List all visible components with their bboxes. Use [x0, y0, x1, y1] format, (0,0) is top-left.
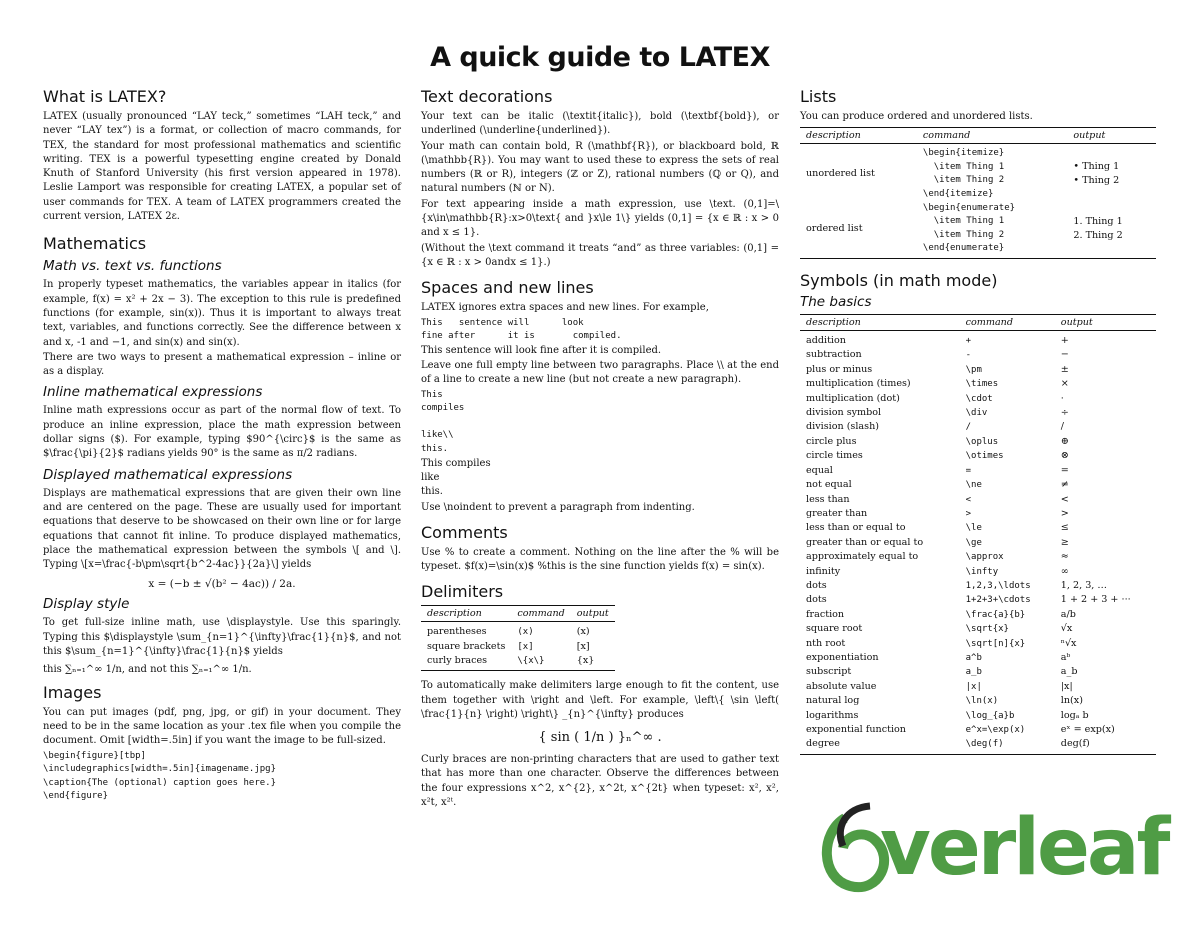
symbol-description: not equal	[806, 479, 852, 491]
table-row: ordered list \begin{enumerate} \item Thing 1 \item Thing 2 \end{enumerate} 1. Thing 1 2. Thing 2	[800, 202, 1156, 259]
lists-header-command: command	[917, 128, 1067, 144]
symbol-description: less than or equal to	[806, 522, 906, 534]
symbol-command: \ne	[965, 480, 982, 491]
lists-heading: Lists	[800, 87, 837, 106]
symbol-description: greater than	[806, 507, 868, 519]
symbol-description: dots	[806, 594, 827, 606]
symbols-heading: Symbols (in math mode)	[800, 271, 998, 291]
text-paragraph-1: Your text can be italic (\textit{italic}), bold (\textbf{bold}), or underlined (\underline{underlined}).	[421, 111, 779, 137]
overleaf-wordmark-text: verleaf	[880, 803, 1168, 893]
symbol-command: \deg(f)	[960, 737, 1055, 754]
images-paragraph: You can put images (pdf, png, jpg, or gif) in your document. They need to be in the same location as your .tex file when you compile the document. Omit [width=.5in] if you want the image to be full-sized.	[43, 706, 401, 747]
delim-header-command: command	[511, 606, 570, 622]
table-row	[800, 709, 1156, 723]
symbol-output: deg(f)	[1055, 737, 1156, 754]
lists-header-output: output	[1067, 128, 1156, 144]
symbol-command: =	[965, 465, 972, 476]
symbols-header-output: output	[1055, 315, 1156, 331]
table-row	[800, 348, 1156, 362]
symbol-command: >	[965, 508, 972, 519]
text-paragraph-2: Your math can contain bold, R (\mathbf{R}), or blackboard bold, ℝ (\mathbb{R}). You may want to used these to express the sets of real numbers (ℝ or R), integers (ℤ or Z), rational numbers (ℚ or Q), and natural numbers (ℕ or N).	[421, 140, 779, 195]
symbol-description: circle times	[806, 450, 863, 462]
symbol-output: logₐ b	[1060, 709, 1089, 721]
symbol-description: addition	[806, 335, 846, 347]
symbol-command: \sqrt{x}	[965, 624, 1009, 635]
table-row	[800, 665, 1156, 679]
symbol-command: \ge	[965, 537, 982, 548]
table-row	[800, 651, 1156, 665]
spaces-result: This compiles like this.	[421, 457, 491, 498]
symbol-description: degree	[800, 737, 960, 754]
symbol-output: ÷	[1060, 407, 1069, 419]
table-row	[800, 478, 1156, 492]
spaces-code-2: This compiles like\\ this.	[421, 389, 465, 455]
symbol-output: ·	[1060, 392, 1064, 404]
column-right	[800, 82, 1156, 755]
symbol-command: \infty	[965, 566, 999, 577]
symbol-output: <	[1060, 493, 1069, 505]
symbol-description: nth root	[806, 637, 846, 649]
delim-header-output: output	[571, 606, 615, 622]
displaystyle-paragraph: To get full-size inline math, use \displaystyle. Use this sparingly. Typing this $\displaystyle \sum_{n=1}^{\infty}\frac{1}{n}$, and not this $\sum_{n=1}^{\infty}\frac{1}{n}$ yields	[43, 617, 401, 658]
symbol-description: multiplication (times)	[806, 378, 911, 390]
symbol-command: -	[965, 350, 972, 361]
symbol-description: logarithms	[806, 709, 859, 721]
symbol-description: square root	[806, 623, 863, 635]
displayed-paragraph: Displays are mathematical expressions that are given their own line and are centered on the page. These are usually used for important equations that deserve to be showcased on their own line or for large equations that cannot fit inline. To produce displayed mathematics, place the mathematical expression between the symbols \[ and \]. Typing \[x=\frac{-b\pm\sqrt{b^2-4ac}}{2a}\] yields	[43, 487, 401, 571]
symbol-description: circle plus	[806, 435, 857, 447]
symbol-command: \frac{a}{b}	[965, 609, 1026, 620]
table-row: unordered list \begin{itemize} \item Thing 1 \item Thing 2 \end{itemize} • Thing 1 • Thing 2	[806, 148, 1120, 200]
symbol-description: greater than or equal to	[806, 536, 924, 548]
table-row	[800, 737, 1156, 754]
math-paragraph-2: There are two ways to present a mathematical expression – inline or as a display.	[43, 351, 401, 378]
symbol-output: ×	[1060, 378, 1069, 390]
table-row	[800, 637, 1156, 651]
symbol-output: −	[1060, 349, 1069, 361]
symbol-command: \otimes	[965, 451, 1004, 462]
symbol-command: \div	[965, 408, 988, 419]
table-row	[800, 392, 1156, 406]
symbol-description: natural log	[806, 695, 860, 707]
symbol-description: division (slash)	[806, 421, 879, 433]
symbol-command: e^x=\exp(x)	[965, 725, 1026, 736]
symbol-command: +	[965, 336, 972, 347]
table-row	[800, 507, 1156, 521]
symbol-description: exponential function	[806, 724, 906, 736]
table-row	[800, 622, 1156, 636]
inline-paragraph: Inline math expressions occur as part of the normal flow of text. To produce an inline expression, place the math expression between dollar signs ($). For example, typing $90^{\circ}$ is the same as $\frac{\pi}{2}$ radians yields 90° is the same as π/2 radians.	[43, 405, 401, 460]
table-row	[800, 449, 1156, 463]
comments-paragraph: Use % to create a comment. Nothing on the line after the % will be typeset. $f(x)=\sin(x)$ %this is the sine function yields f(x) = sin(x).	[421, 546, 779, 573]
symbol-output: ⊕	[1060, 435, 1069, 447]
symbol-description: division symbol	[806, 407, 882, 419]
symbol-output: 1, 2, 3, …	[1060, 579, 1107, 591]
symbol-command: \oplus	[965, 436, 999, 447]
table-row	[800, 331, 1156, 349]
symbol-output: ±	[1060, 363, 1069, 375]
quadratic-formula: x = (−b ± √(b² − 4ac)) / 2a.	[148, 578, 296, 591]
symbol-description: fraction	[806, 608, 845, 620]
symbol-output: 1 + 2 + 3 + ···	[1060, 594, 1131, 606]
delimiters-paragraph-2: Curly braces are non-printing characters that are used to gather text that has more than one character. Observe the differences between the four expressions x^2, x^{2}, x^2t, x^{2t} when typeset: x², x², x²t, x²ᵗ.	[421, 754, 779, 809]
symbol-command: \sqrt[n]{x}	[965, 638, 1026, 649]
table-row	[800, 521, 1156, 535]
comments-heading: Comments	[421, 522, 508, 542]
symbol-output: /	[1060, 421, 1065, 433]
symbol-output: ≤	[1060, 522, 1069, 534]
symbol-output: a/b	[1060, 608, 1076, 620]
symbol-description: multiplication (dot)	[806, 392, 900, 404]
symbol-command: \cdot	[965, 393, 993, 404]
column-left	[43, 82, 401, 804]
symbol-description: exponentiation	[806, 651, 879, 663]
table-row	[800, 363, 1156, 377]
symbol-output: a_b	[1060, 666, 1078, 678]
symbol-command: \approx	[965, 552, 1004, 563]
symbol-output: ≈	[1060, 551, 1069, 563]
symbol-description: subtraction	[806, 349, 862, 361]
table-row	[800, 593, 1156, 607]
symbol-command: \times	[965, 379, 999, 390]
delimiters-paragraph-1: To automatically make delimiters large enough to fit the content, use them together with \right and \left. For example, \left\{ \sin \left( \frac{1}{n} \right) \right\} _{n}^{\infty} produces	[421, 680, 779, 720]
displaystyle-subheading: Display style	[43, 596, 130, 613]
inline-subheading: Inline mathematical expressions	[43, 384, 263, 401]
delim-header-description: description	[421, 606, 511, 622]
spaces-heading: Spaces and new lines	[421, 278, 594, 298]
symbol-command: \pm	[965, 364, 982, 375]
symbol-description: absolute value	[806, 680, 877, 692]
table-row	[800, 550, 1156, 564]
delimiters-math: { sin ( 1/n ) }ₙ^∞ .	[538, 730, 662, 746]
spaces-paragraph-1: LATEX ignores extra spaces and new lines. For example,	[421, 302, 709, 314]
table-row	[800, 435, 1156, 449]
text-paragraph-3: For text appearing inside a math expression, use \text. (0,1]=\{x\in\mathbb{R}:x>0\text{ and }x\le 1\} yields (0,1] = {x ∈ ℝ : x > 0 and x ≤ 1}.	[421, 198, 779, 239]
lists-paragraph: You can produce ordered and unordered lists.	[800, 111, 1033, 122]
spaces-paragraph-4: Use \noindent to prevent a paragraph from indenting.	[421, 501, 695, 513]
table-row	[800, 680, 1156, 694]
table-row	[800, 536, 1156, 550]
table-row	[800, 493, 1156, 507]
images-code: \begin{figure}[tbp] \includegraphics[width=.5in]{imagename.jpg} \caption{The (optional) caption goes here.} \end{figure}	[43, 750, 276, 802]
symbol-output: +	[1060, 335, 1069, 347]
symbol-output: ln(x)	[1060, 695, 1083, 707]
table-row	[800, 406, 1156, 420]
table-row	[800, 579, 1156, 593]
spaces-code: This sentence will look fine after it is compiled.	[421, 317, 622, 342]
symbol-command: \ln(x)	[965, 696, 999, 707]
table-row	[800, 723, 1156, 737]
page-title: A quick guide to LATEX	[430, 42, 770, 73]
math-heading: Mathematics	[43, 234, 147, 254]
table-row: curly braces \{x\} {x}	[421, 654, 615, 671]
symbol-command: \log_{a}b	[965, 710, 1015, 721]
text-paragraph-4: (Without the \text command it treats “and” as three variables: (0,1] = {x ∈ ℝ : x > 0andx ≤ 1}.)	[421, 242, 779, 268]
images-heading: Images	[43, 682, 102, 702]
text-heading: Text decorations	[421, 87, 553, 106]
delimiters-heading: Delimiters	[421, 582, 504, 602]
symbol-description: approximately equal to	[806, 551, 919, 563]
symbol-description: dots	[806, 579, 827, 591]
delimiters-table	[421, 605, 615, 671]
symbol-description: equal	[806, 464, 833, 476]
symbol-output: ≠	[1060, 479, 1069, 491]
what-heading: What is LATEX?	[43, 87, 167, 106]
table-row	[800, 565, 1156, 579]
symbol-output: ⊗	[1060, 450, 1069, 462]
column-middle	[421, 82, 779, 811]
symbol-output: aᵇ	[1060, 651, 1071, 663]
symbol-description: plus or minus	[806, 363, 873, 375]
symbols-header-command: command	[960, 315, 1055, 331]
symbol-command: a^b	[965, 652, 982, 663]
overleaf-wordmark	[880, 800, 1167, 896]
symbol-command: 1+2+3+\cdots	[965, 595, 1031, 606]
symbol-command: /	[965, 422, 972, 433]
lists-header-description: description	[800, 128, 917, 144]
lists-table	[800, 127, 1156, 259]
spaces-paragraph-3: Leave one full empty line between two paragraphs. Place \\ at the end of a line to create a new line (but not create a new paragraph).	[421, 360, 779, 386]
table-row	[800, 420, 1156, 434]
symbol-output: |x|	[1060, 680, 1073, 692]
symbol-command: 1,2,3,\ldots	[965, 580, 1031, 591]
symbol-command: \le	[965, 523, 982, 534]
symbols-subheading: The basics	[800, 294, 872, 311]
table-row	[800, 608, 1156, 622]
symbol-output: ⁿ√x	[1060, 637, 1077, 649]
symbol-output: >	[1060, 507, 1069, 519]
math-subheading: Math vs. text vs. functions	[43, 258, 222, 275]
math-paragraph-1: In properly typeset mathematics, the variables appear in italics (for example, f(x) = x² + 2x − 3). The exception to this rule is predefined functions (for example, sin(x)). Thus it is important to always treat text, variables, and functions correctly. See the difference between x and x, -1 and −1, and sin(x) and sin(x).	[43, 279, 401, 348]
symbol-description: subscript	[806, 666, 852, 678]
table-row: parentheses (x) (x)	[427, 626, 590, 638]
table-row	[800, 377, 1156, 391]
symbol-command: a_b	[965, 667, 982, 678]
displayed-subheading: Displayed mathematical expressions	[43, 466, 293, 483]
symbol-output: √x	[1060, 623, 1073, 635]
symbol-output: =	[1060, 464, 1069, 476]
symbol-output: ∞	[1060, 565, 1069, 577]
spaces-paragraph-2: This sentence will look fine after it is compiled.	[421, 344, 662, 356]
symbol-output: ≥	[1060, 536, 1069, 548]
symbol-command: |x|	[965, 681, 982, 692]
table-row	[800, 694, 1156, 708]
symbol-output: eˣ = exp(x)	[1060, 724, 1115, 736]
symbol-description: infinity	[806, 565, 841, 577]
symbols-header-description: description	[800, 315, 960, 331]
table-row: square brackets [x] [x]	[427, 640, 590, 652]
what-paragraph: LATEX (usually pronounced “LAY teck,” sometimes “LAH teck,” and never “LAY tex”) is a format, or collection of macro commands, for TEX, the standard for most professional mathematics and scientific writing. TEX is a powerful typesetting engine created by Donald Knuth of Stanford University (his first version appeared in 1978). Leslie Lamport was responsible for creating LATEX, a popular set of user commands for TEX. A team of LATEX programmers created the current version, LATEX 2ε.	[43, 111, 401, 223]
table-row	[800, 464, 1156, 478]
displaystyle-result: this ∑ₙ₌₁^∞ 1/n, and not this ∑ₙ₌₁^∞ 1/n.	[43, 664, 252, 676]
symbol-description: less than	[806, 493, 850, 505]
symbols-table	[800, 314, 1156, 755]
symbol-command: <	[965, 494, 972, 505]
